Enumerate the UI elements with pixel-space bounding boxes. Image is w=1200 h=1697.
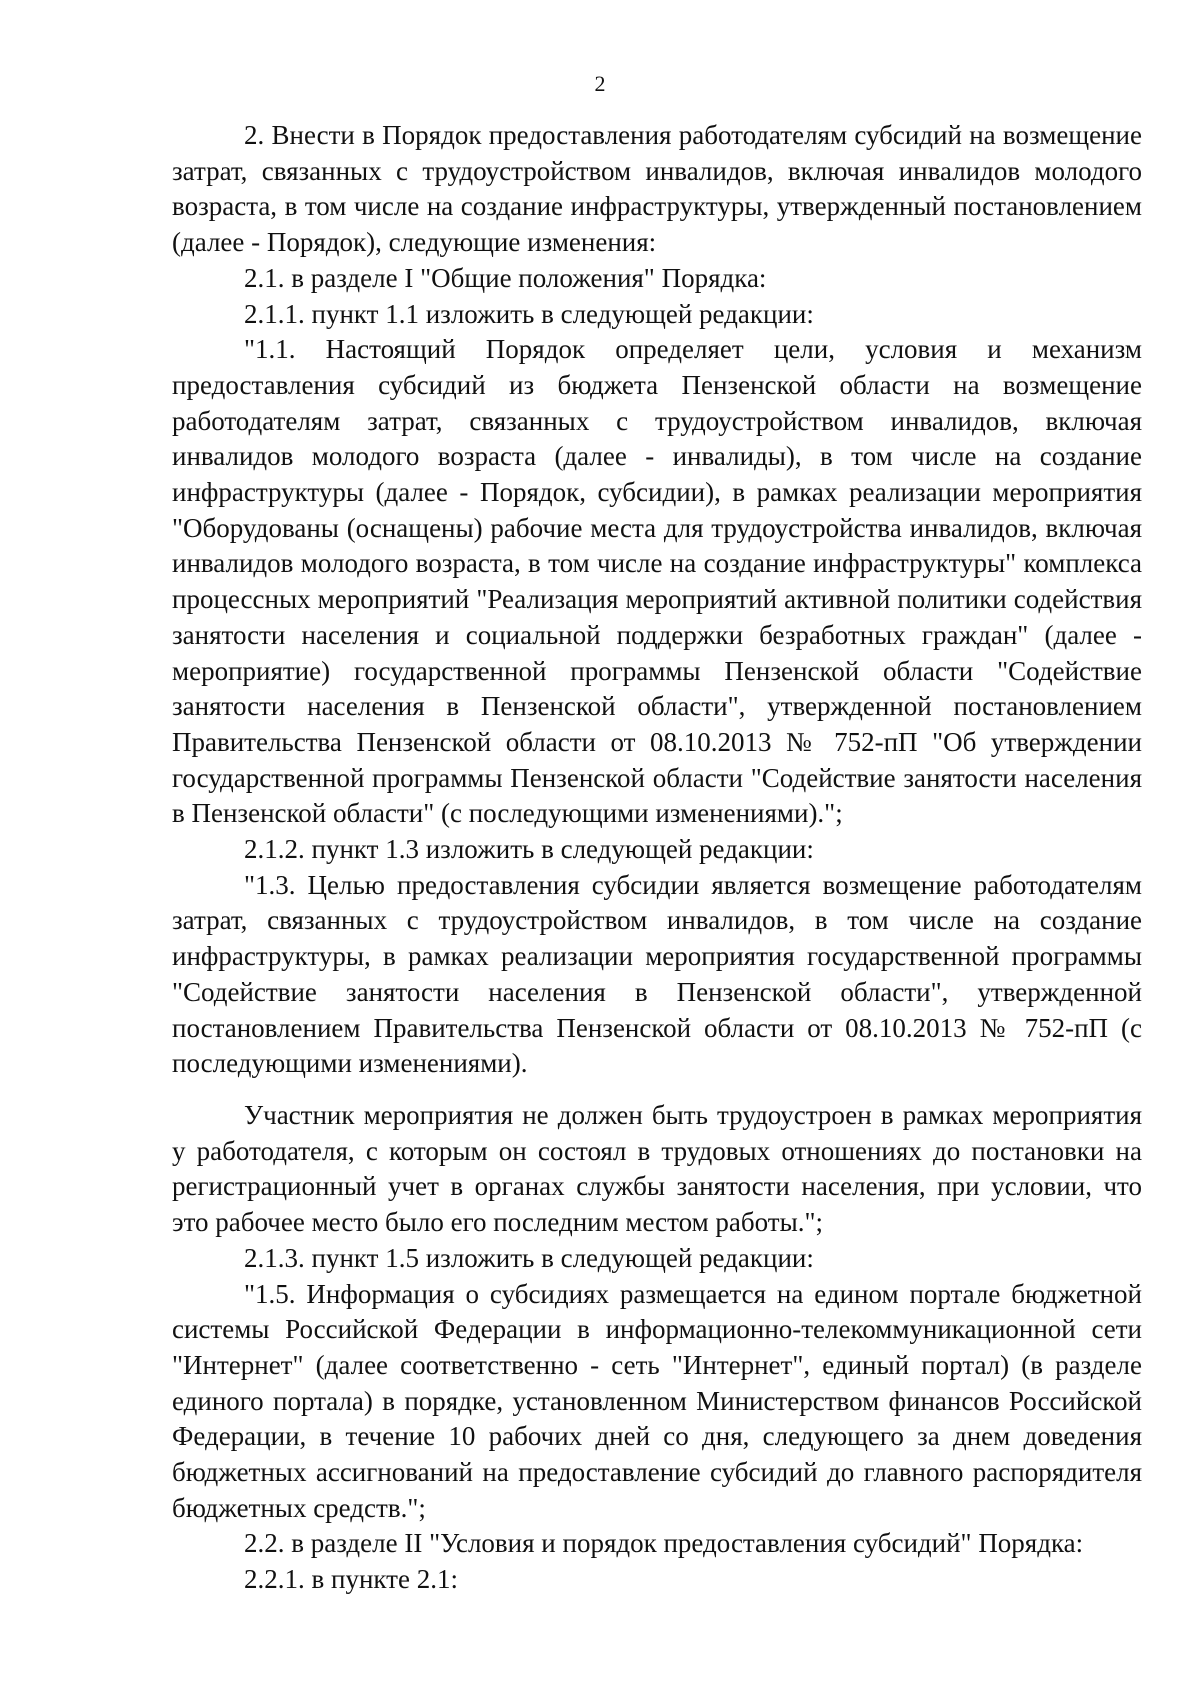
paragraph-2-1-1: 2.1.1. пункт 1.1 изложить в следующей редакции: xyxy=(244,298,814,329)
paragraph-participant: Участник мероприятия не должен быть трудоустроен в рамках мероприятия у работодателя, с которым он состоял в трудовых отношениях до постановки на регистрационный учет в органах службы занятости населения, при условии, что это рабочее место было его последним местом работы."; xyxy=(172,1099,1142,1238)
paragraph-1-1-text: "1.1. Настоящий Порядок определяет цели, условия и механизм предоставления субсидий из бюджета Пензенской области на возмещение работодателям затрат, связанных с трудоустройством инвалидов, включая инвалидов молодого возраста (далее - инвалиды), в том числе на создание инфраструктуры (далее - Порядок, субсидии), в рамках реализации мероприятия "Оборудованы (оснащены) рабочие места для трудоустройства инвалидов, включая инвалидов молодого возраста, в том числе на создание инфраструктуры" комплекса процессных мероприятий "Реализация мероприятий активной политики содействия занятости населения и социальной поддержки безработных граждан" (далее - мероприятие) государственной программы Пензенской области "Содействие занятости населения в Пензенской области", утвержденной постановлением Правительства Пензенской области от 08.10.2013 № 752-пП "Об утверждении государственной программы Пензенской области "Содействие занятости населения в Пензенской области" (с последующими изменениями)."; xyxy=(172,334,1142,829)
paragraph-1-5-text: "1.5. Информация о субсидиях размещается на едином портале бюджетной системы Российской Федерации в информационно-телекоммуникационной сети "Интернет" (далее соответственно - сеть "Интернет", единый портал) (в разделе единого портала) в порядке, установленном Министерством финансов Российской Федерации, в течение 10 рабочих дней со дня, следующего за днем доведения бюджетных ассигнований на предоставление субсидий до главного распорядителя бюджетных средств."; xyxy=(172,1278,1142,1523)
paragraph-2: 2. Внести в Порядок предоставления работодателям субсидий на возмещение затрат, связанных с трудоустройством инвалидов, включая инвалидов молодого возраста, в том числе на создание инфраструктуры, утвержденный постановлением (далее - Порядок), следующие изменения: xyxy=(172,120,1142,258)
paragraph-1-3-text: "1.3. Целью предоставления субсидии является возмещение работодателям затрат, связанных с трудоустройством инвалидов, в том числе на создание инфраструктуры, в рамках реализации мероприятия государственной программы "Содействие занятости населения в Пензенской области", утвержденной постановлением Правительства Пензенской области от 08.10.2013 № 752-пП (с последующими изменениями). xyxy=(172,869,1142,1079)
paragraph-2-2: 2.2. в разделе II "Условия и порядок предоставления субсидий" Порядка: xyxy=(244,1528,1084,1559)
paragraph-2-1: 2.1. в разделе I "Общие положения" Порядка: xyxy=(244,262,767,293)
page-number: 2 xyxy=(594,71,606,96)
paragraph-2-1-3: 2.1.3. пункт 1.5 изложить в следующей редакции: xyxy=(244,1242,814,1273)
paragraph-2-1-2: 2.1.2. пункт 1.3 изложить в следующей редакции: xyxy=(244,834,814,865)
document-body xyxy=(172,118,1142,1598)
paragraph-2-2-1: 2.2.1. в пункте 2.1: xyxy=(244,1564,458,1595)
